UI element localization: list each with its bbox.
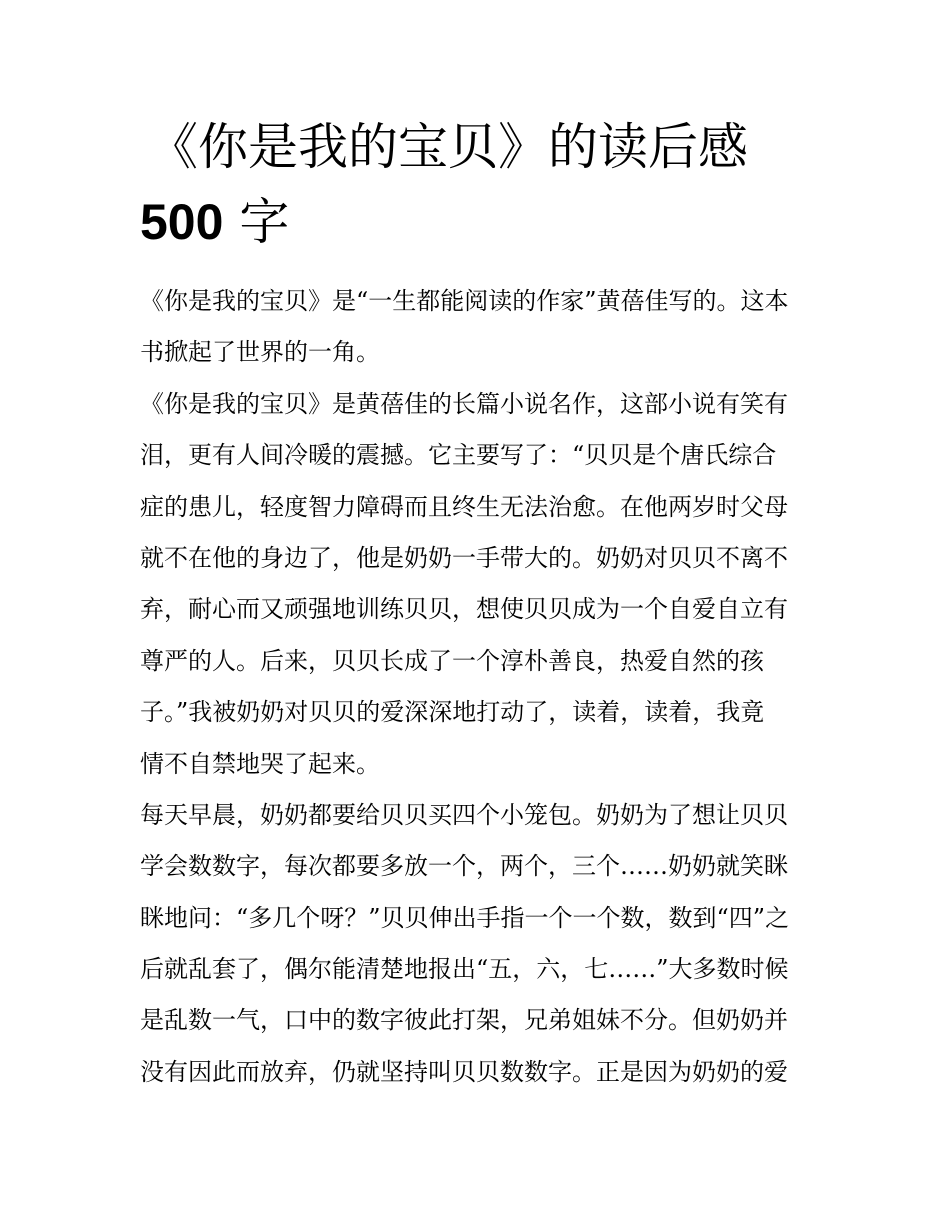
text-line: 书掀起了世界的一角。: [140, 338, 380, 367]
body-text: [140, 276, 820, 1098]
title-suffix: 字: [223, 193, 290, 251]
text-line: 尊严的人。后来，贝贝长成了一个淳朴善良，热爱自然的孩: [140, 646, 764, 675]
text-line: 是乱数一气，口中的数字彼此打架，兄弟姐妹不分。但奶奶并: [140, 1006, 788, 1035]
title-line-2: [140, 182, 820, 262]
text-line: 症的患儿，轻度智力障碍而且终生无法治愈。在他两岁时父母: [140, 492, 788, 521]
text-line: 后就乱套了，偶尔能清楚地报出“五，六，七……”大多数时候: [140, 955, 789, 984]
text-line: 没有因此而放弃，仍就坚持叫贝贝数数字。正是因为奶奶的爱: [140, 1057, 788, 1086]
text-line: 《你是我的宝贝》是黄蓓佳的长篇小说名作，这部小说有笑有: [140, 389, 788, 418]
title-line-1: 《你是我的宝贝》的读后感: [148, 118, 748, 176]
text-line: 就不在他的身边了，他是奶奶一手带大的。奶奶对贝贝不离不: [140, 543, 788, 572]
text-line: 学会数数字，每次都要多放一个，两个，三个……奶奶就笑眯: [140, 852, 788, 881]
text-line: 眯地问：“多几个呀？”贝贝伸出手指一个一个数，数到“四”之: [140, 903, 790, 932]
text-line: 子。”我被奶奶对贝贝的爱深深地打动了，读着，读着，我竟: [140, 698, 765, 727]
text-line: 每天早晨，奶奶都要给贝贝买四个小笼包。奶奶为了想让贝贝: [140, 800, 788, 829]
text-line: 《你是我的宝贝》是“一生都能阅读的作家”黄蓓佳写的。这本: [140, 287, 789, 315]
text-line: 情不自禁地哭了起来。: [140, 749, 380, 778]
title-number: 500: [140, 194, 224, 250]
text-line: 泪，更有人间冷暖的震撼。它主要写了：“贝贝是个唐氏综合: [140, 441, 777, 470]
page-title: [140, 112, 820, 262]
text-line: 弃，耐心而又顽强地训练贝贝，想使贝贝成为一个自爱自立有: [140, 595, 788, 624]
